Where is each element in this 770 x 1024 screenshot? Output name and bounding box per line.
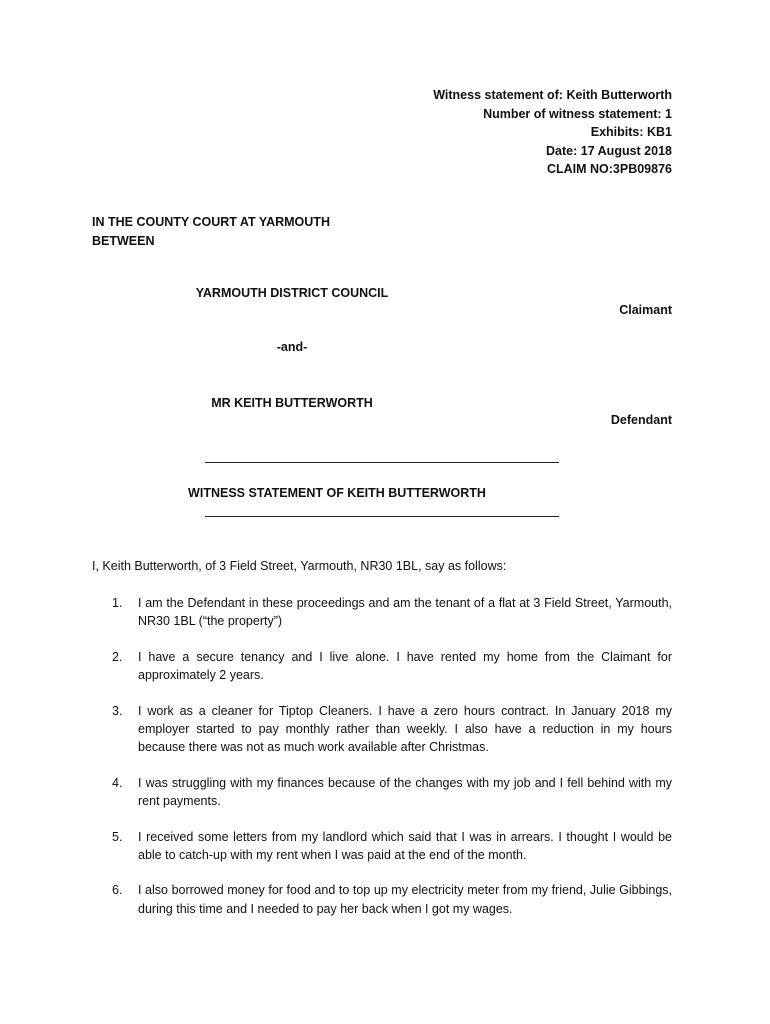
paragraph-item [112, 881, 672, 918]
paragraph-text: I am the Defendant in these proceedings and am the tenant of a flat at 3 Field Street, Yarmouth, NR30 1BL (“the property”) [138, 596, 672, 629]
paragraph-item [112, 594, 672, 631]
claimant-block [92, 286, 672, 317]
numbered-paragraphs [112, 594, 672, 935]
paragraph-text: I was struggling with my finances because of the changes with my job and I fell behind with my rent payments. [138, 775, 672, 809]
statement-number: Number of witness statement: 1 [483, 106, 672, 121]
witness-of: Witness statement of: Keith Butterworth [433, 88, 672, 102]
paragraph-text: I work as a cleaner for Tiptop Cleaners. I have a zero hours contract. In January 2018 my employer started to pay monthly rather than weekly. I also have a reduction in my hours because there was not as much work available after Christmas. [138, 703, 672, 755]
court-name: IN THE COUNTY COURT AT YARMOUTH [92, 215, 330, 229]
paragraph-text: I have a secure tenancy and I live alone. I have rented my home from the Claimant for approximately 2 years. [138, 649, 672, 683]
defendant-name: MR KEITH BUTTERWORTH [211, 396, 373, 410]
statement-header [433, 86, 672, 179]
paragraph-number: 2. [112, 649, 123, 664]
defendant-role: Defendant [610, 413, 672, 427]
paragraph-item [112, 774, 672, 811]
intro-line: I, Keith Butterworth, of 3 Field Street, Yarmouth, NR30 1BL, say as follows: [92, 559, 507, 573]
court-heading [92, 213, 330, 251]
paragraph-text: I also borrowed money for food and to top up my electricity meter from my friend, Julie Gibbings, during this time and I needed to pay her back when I got my wages. [138, 883, 672, 916]
title-rule-bottom [205, 516, 559, 517]
claim-number: CLAIM NO:3PB09876 [546, 162, 672, 176]
statement-title: WITNESS STATEMENT OF KEITH BUTTERWORTH [188, 486, 486, 500]
between-label: BETWEEN [92, 234, 155, 248]
claimant-name: YARMOUTH DISTRICT COUNCIL [195, 286, 389, 300]
paragraph-item [112, 828, 672, 865]
paragraph-number: 1. [112, 596, 123, 610]
paragraph-number: 6. [112, 883, 123, 898]
paragraph-item [112, 702, 672, 757]
paragraph-number: 5. [112, 829, 123, 844]
exhibits: Exhibits: KB1 [590, 125, 672, 139]
paragraph-text: I received some letters from my landlord which said that I was in arrears. I thought I would be able to catch-up with my rent when I was paid at the end of the month. [138, 829, 672, 863]
statement-date: Date: 17 August 2018 [546, 143, 672, 158]
paragraph-number: 4. [112, 775, 123, 790]
and-separator: -and- [276, 340, 308, 354]
claimant-role: Claimant [619, 303, 672, 317]
title-rule-top [205, 462, 559, 463]
paragraph-item [112, 648, 672, 685]
defendant-block [92, 396, 672, 427]
paragraph-number: 3. [112, 703, 123, 718]
